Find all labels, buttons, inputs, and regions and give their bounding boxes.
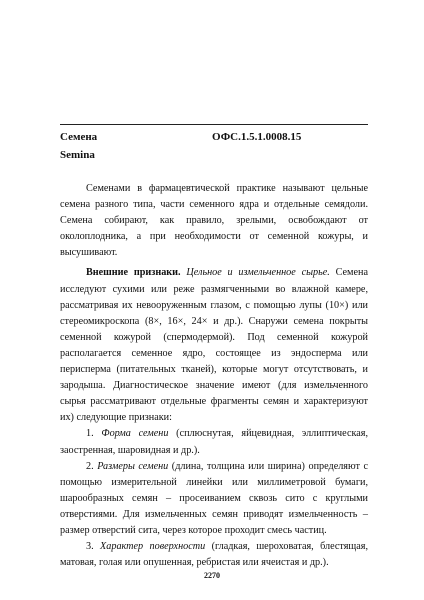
list-item-surface	[60, 539, 368, 571]
list-item-shape	[60, 426, 368, 458]
list-number: 2.	[86, 460, 98, 472]
monograph-code: ОФС.1.5.1.0008.15	[212, 131, 302, 143]
list-text: (гладкая, шероховатая, блестящая, матовая, голая или опушенная, ребристая или ячеистая и др.).	[60, 541, 368, 569]
header-rule	[60, 124, 368, 125]
paragraph-intro: Семенами в фармацевтической практике называют цельные семена разного типа, части семенного ядра и отдельные семядоли. Семена собирают, как правило, зрелыми, освобождают от околоплодника, а при необходимости от семенной кожуры, и высушивают.	[60, 183, 368, 259]
latin-name: Semina	[60, 149, 95, 161]
list-number: 3.	[86, 541, 101, 553]
paragraph-text: Семена исследуют сухими или реже размягченными во влажной камере, рассматривая их невооруженным глазом, с помощью лупы (10×) или стереомикроскопа (8×, 16×, 24× и др.). Снаружи семена покрыты семенной кожурой (спермодермой). Под семенной кожурой располагается семенное ядро, состоящее из эндосперма или перисперма (питательных тканей), которые могут отсутствовать, и зародыша. Диагностическое значение имеют (для измельченного сырья рассматривают отдельные фрагменты семян и характеризуют их) следующие признаки:	[60, 267, 368, 424]
subsection-heading: Цельное и измельченное сырье.	[180, 267, 330, 279]
body-text	[60, 181, 368, 571]
list-text: (сплюснутая, яйцевидная, эллиптическая, заостренная, шаровидная и др.).	[60, 428, 369, 456]
list-term: Характер поверхности	[100, 541, 206, 553]
list-item-size	[60, 459, 368, 539]
list-number: 1.	[86, 428, 102, 440]
paragraph-external-features	[60, 265, 368, 426]
section-heading: Внешние признаки.	[86, 267, 181, 279]
list-term: Форма семени	[101, 428, 169, 440]
page-number: 2270	[204, 571, 220, 580]
list-text: (длина, толщина или ширина) определяют с помощью измерительной линейки или миллиметровой бумаги, шарообразных семян – просеиванием сквозь сито с круглыми отверстиями. Для измельченных семян приводят измельченность – размер отверстий сита, через которое проходит смесь частиц.	[60, 460, 368, 536]
monograph-title: Семена	[60, 131, 98, 143]
list-term: Размеры семени	[97, 460, 169, 472]
